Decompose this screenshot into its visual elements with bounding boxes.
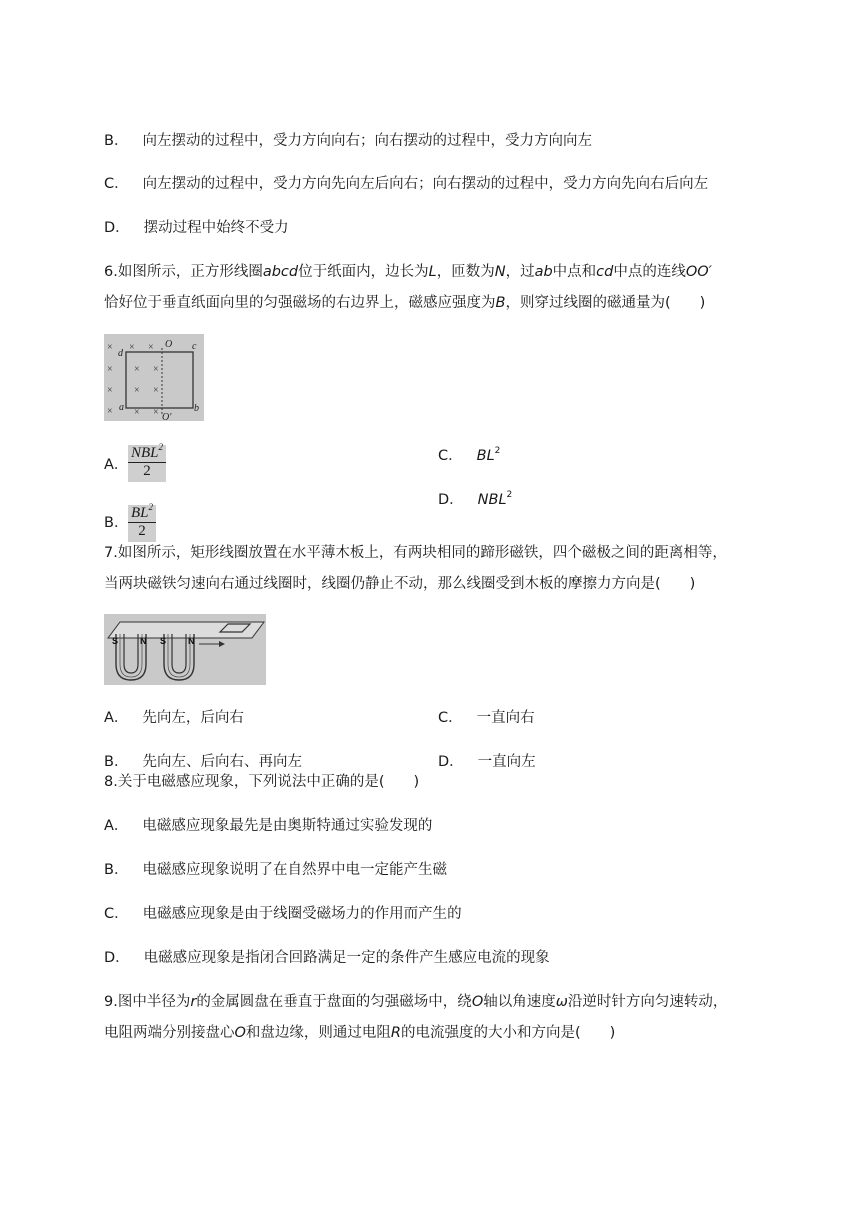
q6-option-d (438, 490, 512, 510)
q8-option-c (104, 904, 462, 924)
cross-mark: × (148, 342, 154, 353)
label-O: O (165, 339, 173, 350)
fraction-numerator (128, 502, 156, 523)
var-OO: OO′ (685, 264, 712, 280)
label-d: d (118, 348, 123, 359)
pole-S: S (160, 636, 167, 646)
q9-stem-line1 (104, 992, 727, 1012)
cross-mark: × (107, 364, 113, 375)
cross-mark: × (107, 342, 113, 353)
exponent: 2 (148, 502, 153, 512)
stem-text: 当两块磁铁匀速向右通过线圈时，线圈仍静止不动，那么线圈受到木板的摩擦力方向是( ) (104, 576, 696, 592)
option-text: 先向左，后向右 (142, 710, 244, 726)
cross-mark: × (153, 385, 159, 396)
stem-text: 6.如图所示，正方形线圈 (104, 264, 263, 280)
stem-text: ，则穿过线圈的磁通量为( ) (505, 295, 706, 311)
option-text: 电磁感应现象最先是由奥斯特通过实验发现的 (142, 818, 433, 834)
option-label: B． (104, 515, 129, 531)
stem-text: 中点的连线 (613, 264, 686, 280)
label-c: c (192, 341, 197, 352)
coil-diagram (104, 334, 204, 421)
option-text: 先向左、后向右、再向左 (142, 754, 302, 770)
option-label: D． (438, 754, 464, 770)
q9-stem-line2 (104, 1023, 615, 1043)
q7-stem-line1 (104, 543, 727, 563)
stem-text: 的电流强度的大小和方向是( ) (401, 1025, 616, 1041)
q7-option-d (438, 752, 536, 772)
q7-option-c (438, 708, 535, 728)
pole-S: S (112, 636, 119, 646)
cross-mark: × (134, 364, 140, 375)
q8-option-b (104, 860, 447, 880)
var-L: L (428, 264, 437, 280)
var-abcd: abcd (262, 264, 299, 280)
stem-text: 的金属圆盘在垂直于盘面的匀强磁场中，绕 (196, 994, 472, 1010)
var-omega: ω (555, 994, 568, 1010)
q8-stem (104, 772, 419, 792)
cross-mark: × (129, 342, 135, 353)
q7-magnets-figure (104, 614, 266, 685)
var-R: R (390, 1025, 401, 1041)
fraction-denominator: 2 (138, 523, 146, 539)
magnets-diagram (104, 614, 266, 685)
fraction-bl2-over-2 (128, 502, 156, 542)
exponent: 2 (494, 446, 501, 456)
var-O: O (234, 1025, 246, 1041)
stem-text: 中点和 (552, 264, 597, 280)
stem-text: 轴以角速度 (483, 994, 556, 1010)
var-N: N (494, 264, 506, 280)
option-label: A． (104, 710, 129, 726)
option-label: C． (104, 176, 129, 192)
q5-option-c (104, 174, 708, 194)
label-O-prime: O′ (162, 412, 172, 421)
stem-text: ，匝数为 (436, 264, 495, 280)
option-label: D． (438, 492, 464, 508)
option-text: 摆动过程中始终不受力 (143, 220, 289, 236)
var-ab: ab (534, 264, 553, 280)
option-text: 向左摆动的过程中，受力方向向右；向右摆动的过程中，受力方向向左 (142, 133, 592, 149)
option-label: B． (104, 133, 129, 149)
var-O: O (471, 994, 484, 1010)
fraction-nbl2-over-2 (128, 442, 166, 482)
q5-option-d (104, 218, 289, 238)
stem-text: 沿逆时针方向匀速转动， (567, 994, 728, 1010)
option-text: 一直向左 (477, 754, 536, 770)
cross-mark: × (153, 407, 159, 418)
option-text: 电磁感应现象是由于线圈受磁场力的作用而产生的 (142, 906, 462, 922)
cross-mark: × (107, 385, 113, 396)
fraction-denominator: 2 (143, 463, 151, 479)
option-text: BL (476, 448, 495, 464)
stem-text: 9.图中半径为 (104, 994, 191, 1010)
option-text: NBL (477, 492, 507, 508)
var-B: B (495, 295, 506, 311)
exponent: 2 (506, 490, 513, 500)
var-r: r (190, 994, 197, 1010)
exponent: 2 (158, 442, 163, 452)
q6-option-c (438, 446, 500, 466)
cross-mark: × (134, 385, 140, 396)
numerator-text: NBL (130, 445, 159, 461)
cross-mark: × (107, 406, 113, 417)
cross-mark: × (134, 407, 140, 418)
fraction-numerator (128, 442, 166, 463)
q6-stem-line1 (104, 262, 712, 282)
option-label: D． (104, 220, 130, 236)
q7-option-a (104, 708, 244, 728)
option-label: C． (104, 906, 129, 922)
option-label: D． (104, 950, 130, 966)
option-label: B． (104, 862, 129, 878)
option-label: C． (438, 448, 463, 464)
q8-option-a (104, 816, 432, 836)
pole-N: N (188, 636, 195, 646)
stem-text: 8.关于电磁感应现象，下列说法中正确的是( ) (104, 774, 420, 790)
option-text: 向左摆动的过程中，受力方向先向左后向右；向右摆动的过程中，受力方向先向右后向左 (142, 176, 709, 192)
option-label: A． (104, 457, 129, 473)
stem-text: 恰好位于垂直纸面向里的匀强磁场的右边界上，磁感应强度为 (104, 295, 496, 311)
q5-option-b (104, 131, 592, 151)
stem-text: ，过 (505, 264, 535, 280)
q6-coil-figure (104, 334, 204, 421)
numerator-text: BL (130, 505, 149, 521)
q7-option-b (104, 752, 302, 772)
q8-option-d (104, 948, 550, 968)
q7-stem-line2 (104, 574, 695, 594)
option-text: 电磁感应现象是指闭合回路满足一定的条件产生感应电流的现象 (143, 950, 550, 966)
label-a: a (119, 402, 124, 413)
option-text: 一直向右 (476, 710, 535, 726)
stem-text: 7.如图所示，矩形线圈放置在水平薄木板上，有两块相同的蹄形磁铁，四个磁极之间的距离相等， (104, 545, 727, 561)
var-cd: cd (596, 264, 614, 280)
label-b: b (194, 403, 199, 414)
q6-stem-line2 (104, 293, 705, 313)
pole-N: N (140, 636, 147, 646)
stem-text: 位于纸面内，边长为 (298, 264, 429, 280)
stem-text: 电阻两端分别接盘心 (104, 1025, 235, 1041)
option-label: A． (104, 818, 129, 834)
option-text: 电磁感应现象说明了在自然界中电一定能产生磁 (142, 862, 447, 878)
option-label: C． (438, 710, 463, 726)
cross-mark: × (153, 364, 159, 375)
stem-text: 和盘边缘，则通过电阻 (245, 1025, 391, 1041)
option-label: B． (104, 754, 129, 770)
